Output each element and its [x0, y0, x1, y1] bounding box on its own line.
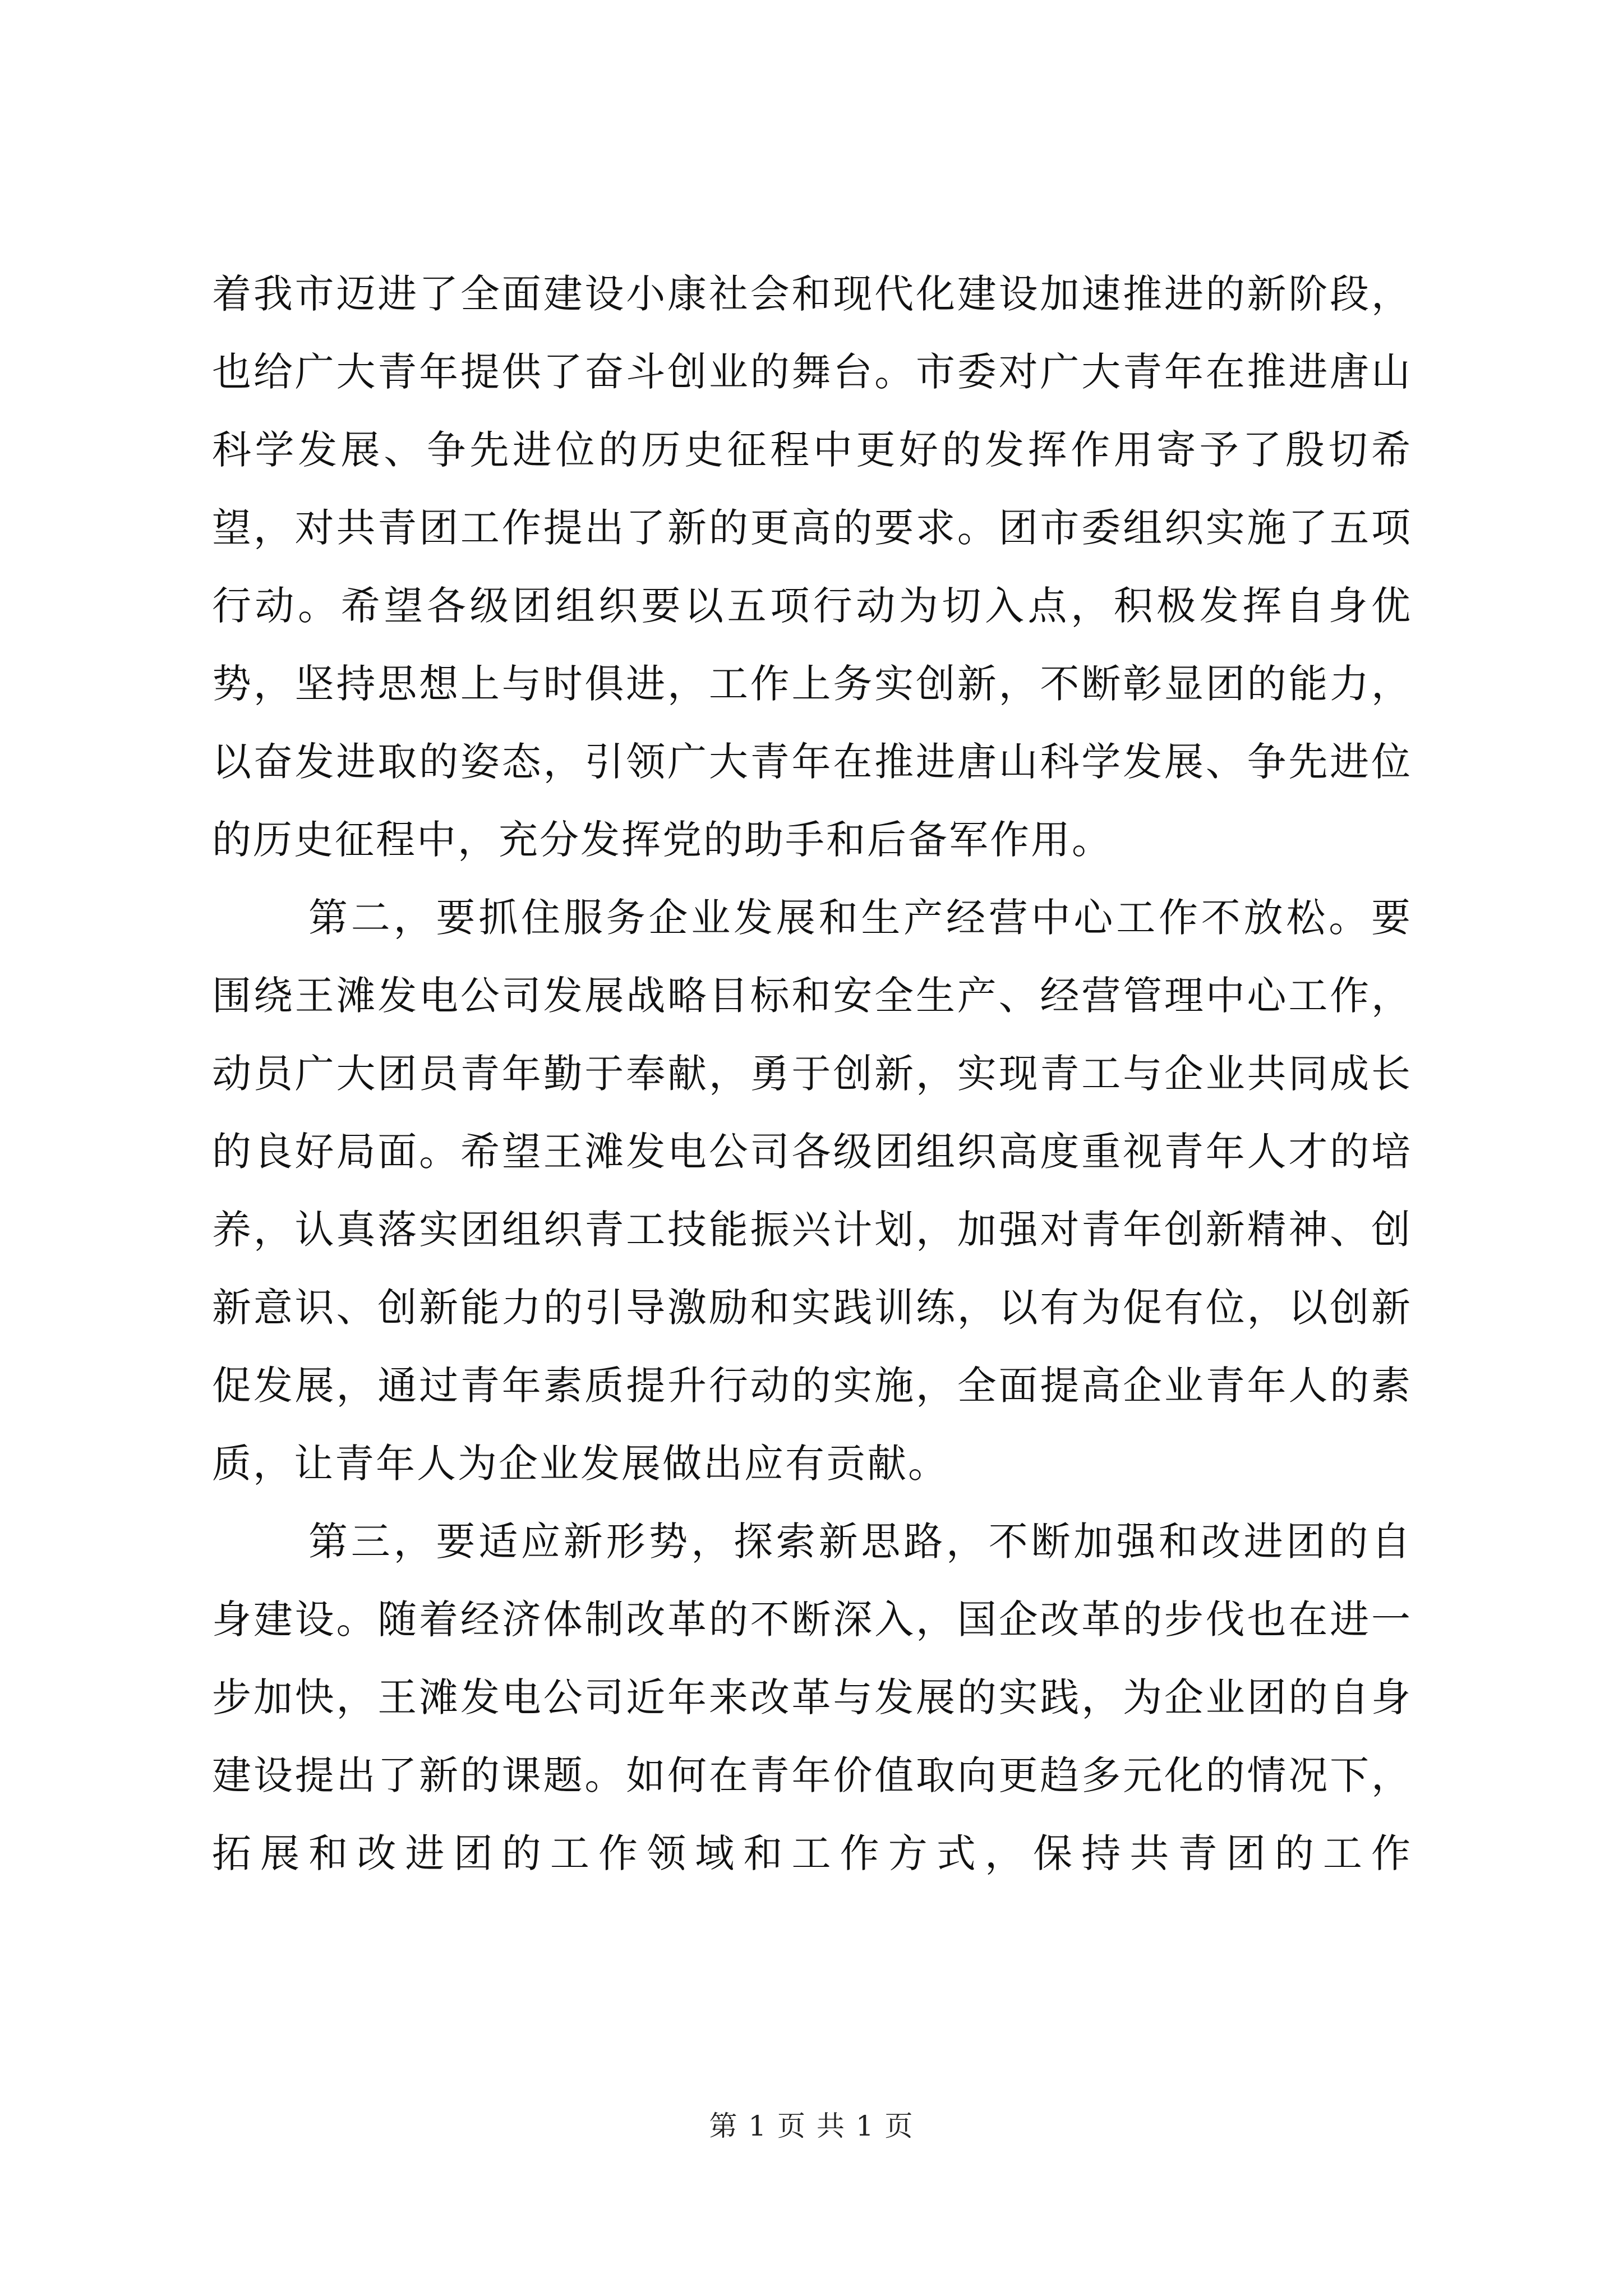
paragraph-third-point: 第三，要适应新形势，探索新思路，不断加强和改进团的自身建设。随着经济体制改革的不断深入，国企改革的步伐也在进一步加快，王滩发电公司近年来改革与发展的实践，为企业团的自身建设提出了新的课题。如何在青年价值取向更趋多元化的情况下，拓展和改进团的工作领域和工作方式，保持共青团的工作 — [212, 1519, 1412, 1876]
paragraph-continuation: 着我市迈进了全面建设小康社会和现代化建设加速推进的新阶段，也给广大青年提供了奋斗创业的舞台。市委对广大青年在推进唐山科学发展、争先进位的历史征程中更好的发挥作用寄予了殷切希望，对共青团工作提出了新的更高的要求。团市委组织实施了五项行动。希望各级团组织要以五项行动为切入点，积极发挥自身优势，坚持思想上与时俱进，工作上务实创新，不断彰显团的能力，以奋发进取的姿态，引领广大青年在推进唐山科学发展、争先进位的历史征程中，充分发挥党的助手和后备军作用。 — [212, 271, 1412, 863]
document-body — [212, 255, 1412, 1893]
page-number-footer: 第 1 页 共 1 页 — [709, 2110, 914, 2142]
paragraph-second-point: 第二，要抓住服务企业发展和生产经营中心工作不放松。要围绕王滩发电公司发展战略目标和安全生产、经营管理中心工作，动员广大团员青年勤于奉献，勇于创新，实现青工与企业共同成长的良好局面。希望王滩发电公司各级团组织高度重视青年人才的培养，认真落实团组织青工技能振兴计划，加强对青年创新精神、创新意识、创新能力的引导激励和实践训练，以有为促有位，以创新促发展，通过青年素质提升行动的实施，全面提高企业青年人的素质，让青年人为企业发展做出应有贡献。 — [212, 895, 1412, 1487]
